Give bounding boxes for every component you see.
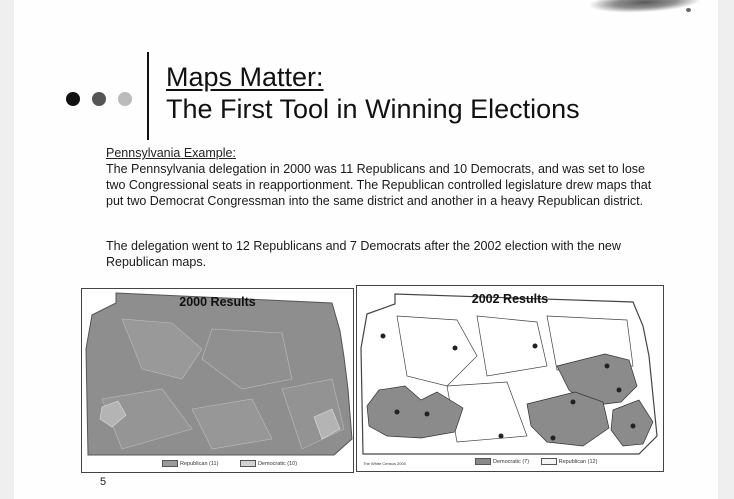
map-2000-legend xyxy=(162,460,297,467)
scan-smudge xyxy=(590,0,701,15)
pennsylvania-map-2000 xyxy=(82,289,353,472)
legend-label-republican: Republican (11) xyxy=(180,460,219,467)
paragraph-delegation-2000: The Pennsylvania delegation in 2000 was 11 Republicans and 10 Democrats, and was set to lose two Congressional seats in reapportionment. The Republican controlled legislature drew maps that put two Democrat Congressman into the same district and another in a heavy Republican district. xyxy=(106,162,652,208)
dot-dark xyxy=(66,92,80,106)
title-colon: : xyxy=(316,62,324,92)
legend-label-republican-2002: Republican (12) xyxy=(558,458,598,465)
map-2002-results xyxy=(356,285,664,472)
legend-swatch-democratic xyxy=(240,460,256,467)
legend-label-democratic-2002: Democratic (7) xyxy=(493,458,530,465)
title-divider xyxy=(147,52,149,140)
legend-item-republican-2002 xyxy=(541,459,598,465)
legend-label-democratic: Democratic (10) xyxy=(257,460,298,467)
map-2002-source-note: The White Census 2000 xyxy=(363,461,406,466)
pennsylvania-map-2002 xyxy=(357,286,663,471)
legend-item-democratic-2002 xyxy=(475,459,531,465)
section-heading-text: Pennsylvania Example xyxy=(106,146,233,160)
legend-swatch-democratic-2002 xyxy=(475,458,491,465)
map-2002-legend xyxy=(475,458,597,465)
map-2000-title: 2000 Results xyxy=(179,295,256,309)
document-page xyxy=(14,0,718,499)
section-heading-colon: : xyxy=(232,146,236,160)
dot-light xyxy=(118,92,132,106)
legend-swatch-republican-2002 xyxy=(541,458,557,465)
page-title xyxy=(166,62,324,93)
section-heading xyxy=(106,146,236,160)
title-line1: Maps Matter xyxy=(166,62,317,92)
map-2000-results xyxy=(81,288,354,473)
legend-item-democratic xyxy=(240,461,297,467)
bullet-dots-decoration xyxy=(66,92,136,108)
paragraph-delegation-2002: The delegation went to 12 Republicans and 7 Democrats after the 2002 election with the new Republican maps. xyxy=(106,239,621,269)
scan-speck xyxy=(686,8,691,12)
legend-item-republican xyxy=(162,461,220,467)
page-number: 5 xyxy=(100,476,107,488)
legend-swatch-republican xyxy=(162,460,178,467)
dot-medium xyxy=(92,92,106,106)
map-2002-title: 2002 Results xyxy=(471,292,549,306)
page-subtitle: The First Tool in Winning Elections xyxy=(166,94,580,124)
